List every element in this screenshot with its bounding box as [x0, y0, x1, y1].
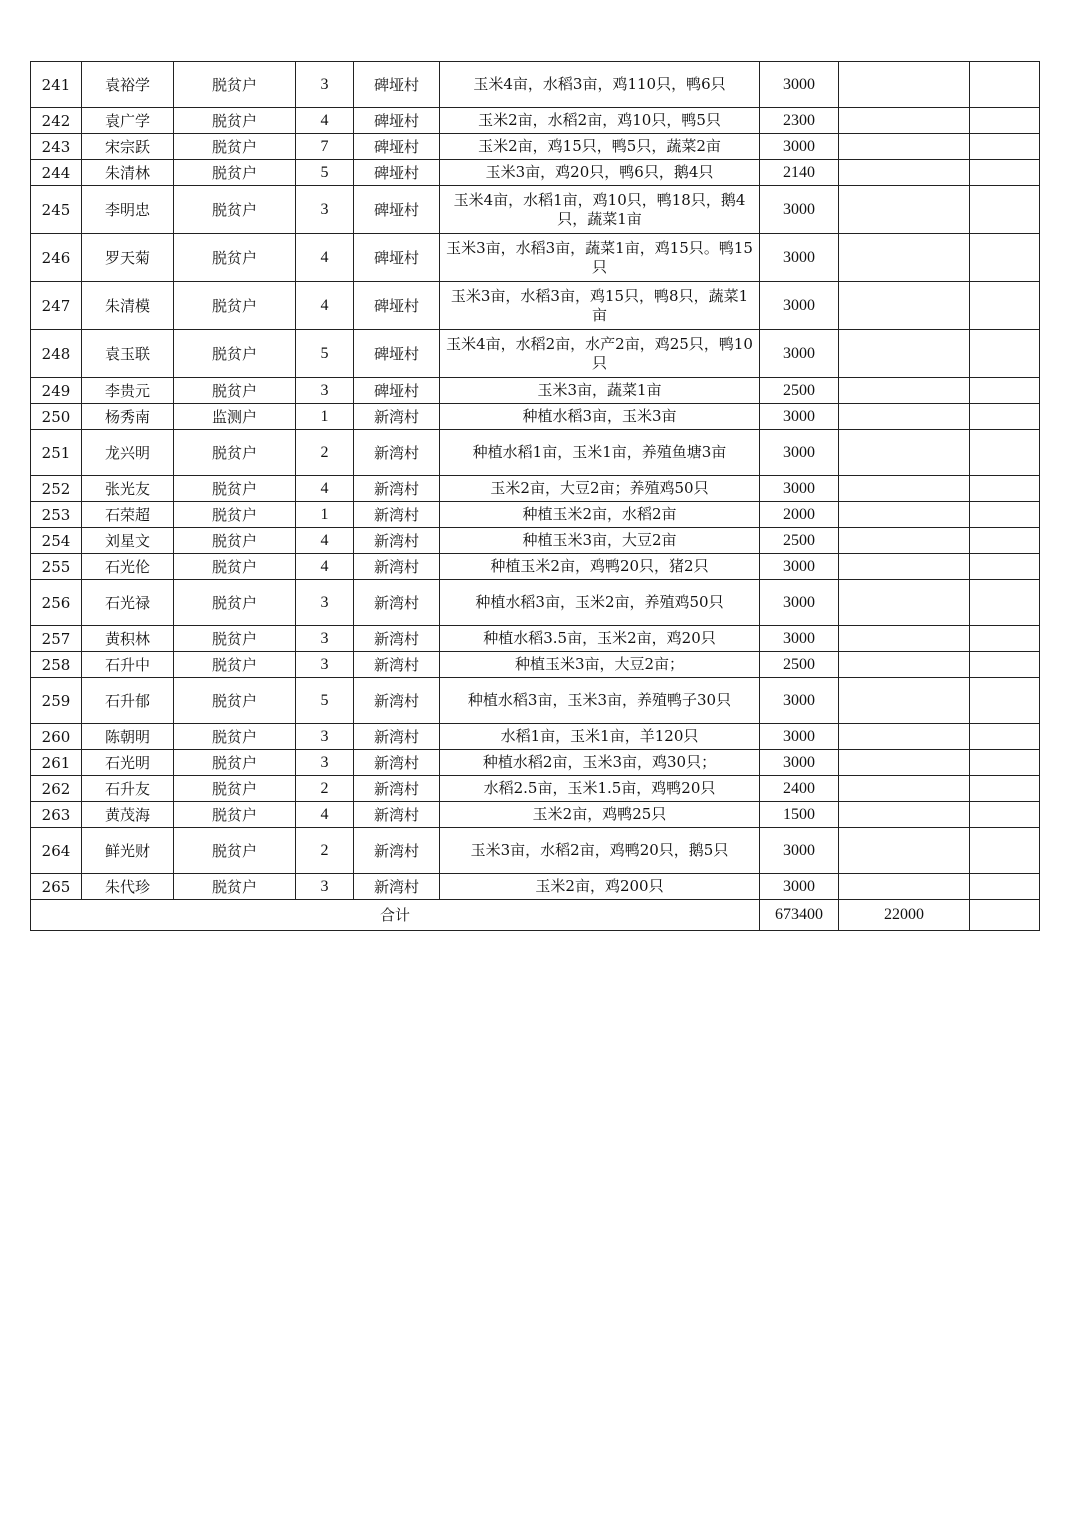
subsidy-amount: 2500: [760, 652, 839, 678]
empty-cell: [970, 160, 1040, 186]
household-size: 1: [296, 502, 354, 528]
empty-cell: [970, 476, 1040, 502]
production-detail: 玉米2亩，鸡鸭25只: [440, 802, 760, 828]
empty-cell: [970, 580, 1040, 626]
village: 新湾村: [354, 554, 440, 580]
village: 新湾村: [354, 626, 440, 652]
table-row: [31, 378, 1040, 404]
household-name: 黄积林: [82, 626, 174, 652]
row-number: 261: [31, 750, 82, 776]
empty-cell: [839, 750, 970, 776]
household-size: 5: [296, 678, 354, 724]
subsidy-amount: 3000: [760, 554, 839, 580]
production-detail: 种植水稻3.5亩，玉米2亩，鸡20只: [440, 626, 760, 652]
household-name: 石光明: [82, 750, 174, 776]
empty-cell: [970, 330, 1040, 378]
household-size: 7: [296, 134, 354, 160]
empty-cell: [839, 234, 970, 282]
row-number: 265: [31, 874, 82, 900]
village: 碑垭村: [354, 282, 440, 330]
subsidy-amount: 3000: [760, 282, 839, 330]
production-detail: 种植玉米2亩，鸡鸭20只，猪2只: [440, 554, 760, 580]
household-name: 袁玉联: [82, 330, 174, 378]
table-row: [31, 528, 1040, 554]
village: 新湾村: [354, 802, 440, 828]
household-size: 2: [296, 828, 354, 874]
household-name: 杨秀南: [82, 404, 174, 430]
production-detail: 种植水稻1亩，玉米1亩，养殖鱼塘3亩: [440, 430, 760, 476]
empty-cell: [839, 626, 970, 652]
row-number: 244: [31, 160, 82, 186]
village: 新湾村: [354, 724, 440, 750]
household-name: 李明忠: [82, 186, 174, 234]
table-row: [31, 62, 1040, 108]
subsidy-amount: 3000: [760, 828, 839, 874]
village: 新湾村: [354, 476, 440, 502]
subsidy-amount: 3000: [760, 678, 839, 724]
empty-cell: [970, 528, 1040, 554]
household-size: 1: [296, 404, 354, 430]
empty-cell: [839, 134, 970, 160]
subsidy-amount: 2000: [760, 502, 839, 528]
production-detail: 种植玉米3亩，大豆2亩: [440, 528, 760, 554]
household-type: 脱贫户: [174, 724, 296, 750]
village: 新湾村: [354, 750, 440, 776]
production-detail: 种植玉米3亩，大豆2亩；: [440, 652, 760, 678]
subsidy-amount: 1500: [760, 802, 839, 828]
empty-cell: [970, 134, 1040, 160]
row-number: 247: [31, 282, 82, 330]
total-amount: 673400: [760, 900, 839, 931]
table-row: [31, 626, 1040, 652]
household-size: 3: [296, 378, 354, 404]
village: 新湾村: [354, 528, 440, 554]
household-type: 脱贫户: [174, 580, 296, 626]
household-type: 脱贫户: [174, 874, 296, 900]
household-size: 3: [296, 652, 354, 678]
production-detail: 玉米4亩，水稻3亩，鸡110只，鸭6只: [440, 62, 760, 108]
household-type: 脱贫户: [174, 626, 296, 652]
household-size: 3: [296, 626, 354, 652]
row-number: 243: [31, 134, 82, 160]
empty-cell: [970, 652, 1040, 678]
household-name: 石光禄: [82, 580, 174, 626]
empty-cell: [970, 186, 1040, 234]
table-row: [31, 234, 1040, 282]
household-name: 刘星文: [82, 528, 174, 554]
household-name: 袁广学: [82, 108, 174, 134]
empty-cell: [839, 282, 970, 330]
household-size: 2: [296, 776, 354, 802]
subsidy-amount: 3000: [760, 186, 839, 234]
subsidy-amount: 3000: [760, 430, 839, 476]
table-row: [31, 160, 1040, 186]
subsidy-amount: 3000: [760, 750, 839, 776]
household-type: 脱贫户: [174, 282, 296, 330]
empty-cell: [970, 234, 1040, 282]
table-row: [31, 430, 1040, 476]
household-name: 石光伦: [82, 554, 174, 580]
row-number: 259: [31, 678, 82, 724]
empty-cell: [839, 678, 970, 724]
subsidy-amount: 3000: [760, 580, 839, 626]
table-row: [31, 186, 1040, 234]
row-number: 255: [31, 554, 82, 580]
empty-cell: [970, 502, 1040, 528]
empty-cell: [970, 626, 1040, 652]
household-name: 陈朝明: [82, 724, 174, 750]
table-row: [31, 282, 1040, 330]
table-row: [31, 874, 1040, 900]
subsidy-amount: 2300: [760, 108, 839, 134]
subsidy-amount: 2500: [760, 378, 839, 404]
household-size: 3: [296, 724, 354, 750]
table-row: [31, 802, 1040, 828]
empty-cell: [970, 678, 1040, 724]
production-detail: 玉米4亩，水稻1亩，鸡10只，鸭18只，鹅4只，蔬菜1亩: [440, 186, 760, 234]
empty-cell: [839, 724, 970, 750]
empty-cell: [839, 802, 970, 828]
village: 新湾村: [354, 502, 440, 528]
empty-cell: [839, 528, 970, 554]
household-size: 4: [296, 802, 354, 828]
production-detail: 玉米2亩，大豆2亩；养殖鸡50只: [440, 476, 760, 502]
row-number: 251: [31, 430, 82, 476]
household-size: 3: [296, 750, 354, 776]
table-row: [31, 776, 1040, 802]
subsidy-amount: 3000: [760, 330, 839, 378]
empty-cell: [970, 802, 1040, 828]
household-name: 朱清林: [82, 160, 174, 186]
empty-cell: [839, 828, 970, 874]
household-size: 4: [296, 234, 354, 282]
household-type: 脱贫户: [174, 108, 296, 134]
village: 新湾村: [354, 580, 440, 626]
empty-cell: [970, 108, 1040, 134]
production-detail: 水稻1亩，玉米1亩，羊120只: [440, 724, 760, 750]
household-type: 脱贫户: [174, 134, 296, 160]
household-size: 4: [296, 282, 354, 330]
household-type: 脱贫户: [174, 186, 296, 234]
household-name: 袁裕学: [82, 62, 174, 108]
village: 碑垭村: [354, 108, 440, 134]
production-detail: 种植水稻2亩，玉米3亩，鸡30只；: [440, 750, 760, 776]
empty-cell: [970, 750, 1040, 776]
row-number: 256: [31, 580, 82, 626]
empty-cell: [839, 580, 970, 626]
household-type: 脱贫户: [174, 652, 296, 678]
empty-cell: [970, 554, 1040, 580]
table-row: [31, 828, 1040, 874]
empty-cell: [839, 62, 970, 108]
empty-cell: [839, 160, 970, 186]
empty-cell: [970, 828, 1040, 874]
subsidy-amount: 2400: [760, 776, 839, 802]
household-size: 5: [296, 160, 354, 186]
subsidy-amount: 3000: [760, 476, 839, 502]
table-row: [31, 404, 1040, 430]
subsidy-amount: 2500: [760, 528, 839, 554]
empty-cell: [839, 502, 970, 528]
household-size: 4: [296, 108, 354, 134]
empty-cell: [839, 476, 970, 502]
table-row: [31, 502, 1040, 528]
household-name: 石升郁: [82, 678, 174, 724]
household-name: 黄茂海: [82, 802, 174, 828]
village: 新湾村: [354, 874, 440, 900]
household-type: 监测户: [174, 404, 296, 430]
row-number: 249: [31, 378, 82, 404]
household-size: 3: [296, 62, 354, 108]
household-name: 李贵元: [82, 378, 174, 404]
household-type: 脱贫户: [174, 330, 296, 378]
household-type: 脱贫户: [174, 828, 296, 874]
subsidy-table: [30, 61, 1040, 931]
household-size: 3: [296, 186, 354, 234]
row-number: 245: [31, 186, 82, 234]
table-row: [31, 580, 1040, 626]
empty-cell: [839, 776, 970, 802]
row-number: 246: [31, 234, 82, 282]
household-name: 罗天菊: [82, 234, 174, 282]
household-type: 脱贫户: [174, 554, 296, 580]
household-type: 脱贫户: [174, 378, 296, 404]
empty-cell: [839, 330, 970, 378]
row-number: 254: [31, 528, 82, 554]
village: 新湾村: [354, 776, 440, 802]
row-number: 242: [31, 108, 82, 134]
table-row: [31, 330, 1040, 378]
table-row: [31, 554, 1040, 580]
household-type: 脱贫户: [174, 160, 296, 186]
subsidy-amount: 3000: [760, 626, 839, 652]
village: 碑垭村: [354, 186, 440, 234]
household-size: 4: [296, 476, 354, 502]
empty-cell: [970, 62, 1040, 108]
table-row: [31, 652, 1040, 678]
household-size: 2: [296, 430, 354, 476]
empty-cell: [839, 874, 970, 900]
household-name: 朱代珍: [82, 874, 174, 900]
empty-cell: [839, 108, 970, 134]
production-detail: 玉米3亩，水稻3亩，蔬菜1亩，鸡15只。鸭15只: [440, 234, 760, 282]
table-row: [31, 108, 1040, 134]
household-name: 鲜光财: [82, 828, 174, 874]
empty-cell: [970, 282, 1040, 330]
table-row: [31, 724, 1040, 750]
production-detail: 玉米2亩，水稻2亩，鸡10只，鸭5只: [440, 108, 760, 134]
village: 新湾村: [354, 678, 440, 724]
row-number: 252: [31, 476, 82, 502]
empty-cell: [970, 776, 1040, 802]
empty-cell: [970, 404, 1040, 430]
empty-cell: [839, 430, 970, 476]
production-detail: 种植水稻3亩，玉米3亩: [440, 404, 760, 430]
empty-cell: [839, 652, 970, 678]
household-type: 脱贫户: [174, 476, 296, 502]
household-size: 4: [296, 554, 354, 580]
household-type: 脱贫户: [174, 776, 296, 802]
household-size: 3: [296, 580, 354, 626]
total-extra: 22000: [839, 900, 970, 931]
production-detail: 玉米2亩，鸡200只: [440, 874, 760, 900]
subsidy-amount: 3000: [760, 874, 839, 900]
household-type: 脱贫户: [174, 528, 296, 554]
village: 碑垭村: [354, 134, 440, 160]
row-number: 264: [31, 828, 82, 874]
household-name: 宋宗跃: [82, 134, 174, 160]
household-name: 龙兴明: [82, 430, 174, 476]
production-detail: 水稻2.5亩，玉米1.5亩，鸡鸭20只: [440, 776, 760, 802]
village: 新湾村: [354, 652, 440, 678]
household-type: 脱贫户: [174, 502, 296, 528]
row-number: 263: [31, 802, 82, 828]
empty-cell: [970, 874, 1040, 900]
subsidy-amount: 3000: [760, 724, 839, 750]
empty-cell: [839, 186, 970, 234]
production-detail: 玉米2亩，鸡15只，鸭5只，蔬菜2亩: [440, 134, 760, 160]
village: 碑垭村: [354, 160, 440, 186]
table-row: [31, 476, 1040, 502]
village: 新湾村: [354, 430, 440, 476]
household-name: 朱清模: [82, 282, 174, 330]
table-row: [31, 134, 1040, 160]
household-type: 脱贫户: [174, 430, 296, 476]
production-detail: 玉米3亩，水稻2亩，鸡鸭20只，鹅5只: [440, 828, 760, 874]
empty-cell: [970, 430, 1040, 476]
village: 碑垭村: [354, 378, 440, 404]
household-name: 张光友: [82, 476, 174, 502]
village: 碑垭村: [354, 62, 440, 108]
empty-cell: [970, 378, 1040, 404]
household-type: 脱贫户: [174, 802, 296, 828]
total-last: [970, 900, 1040, 931]
household-size: 3: [296, 874, 354, 900]
empty-cell: [839, 378, 970, 404]
production-detail: 种植水稻3亩，玉米3亩，养殖鸭子30只: [440, 678, 760, 724]
row-number: 248: [31, 330, 82, 378]
production-detail: 玉米4亩，水稻2亩，水产2亩，鸡25只，鸭10只: [440, 330, 760, 378]
household-type: 脱贫户: [174, 678, 296, 724]
household-name: 石荣超: [82, 502, 174, 528]
household-size: 5: [296, 330, 354, 378]
household-name: 石升中: [82, 652, 174, 678]
village: 新湾村: [354, 404, 440, 430]
household-size: 4: [296, 528, 354, 554]
production-detail: 玉米3亩，水稻3亩，鸡15只，鸭8只，蔬菜1亩: [440, 282, 760, 330]
row-number: 241: [31, 62, 82, 108]
village: 碑垭村: [354, 234, 440, 282]
production-detail: 种植水稻3亩，玉米2亩，养殖鸡50只: [440, 580, 760, 626]
production-detail: 玉米3亩，蔬菜1亩: [440, 378, 760, 404]
row-number: 257: [31, 626, 82, 652]
subsidy-amount: 3000: [760, 234, 839, 282]
village: 碑垭村: [354, 330, 440, 378]
household-type: 脱贫户: [174, 234, 296, 282]
empty-cell: [839, 404, 970, 430]
subsidy-amount: 3000: [760, 62, 839, 108]
village: 新湾村: [354, 828, 440, 874]
row-number: 258: [31, 652, 82, 678]
subsidy-amount: 2140: [760, 160, 839, 186]
production-detail: 种植玉米2亩，水稻2亩: [440, 502, 760, 528]
table-row: [31, 750, 1040, 776]
household-name: 石升友: [82, 776, 174, 802]
production-detail: 玉米3亩，鸡20只，鸭6只，鹅4只: [440, 160, 760, 186]
empty-cell: [970, 724, 1040, 750]
subsidy-amount: 3000: [760, 134, 839, 160]
household-type: 脱贫户: [174, 62, 296, 108]
table-body: [31, 62, 1040, 931]
household-type: 脱贫户: [174, 750, 296, 776]
row-number: 253: [31, 502, 82, 528]
row-number: 262: [31, 776, 82, 802]
subsidy-amount: 3000: [760, 404, 839, 430]
total-row: [31, 900, 1040, 931]
row-number: 260: [31, 724, 82, 750]
empty-cell: [839, 554, 970, 580]
total-label: 合计: [31, 900, 760, 931]
row-number: 250: [31, 404, 82, 430]
table-row: [31, 678, 1040, 724]
